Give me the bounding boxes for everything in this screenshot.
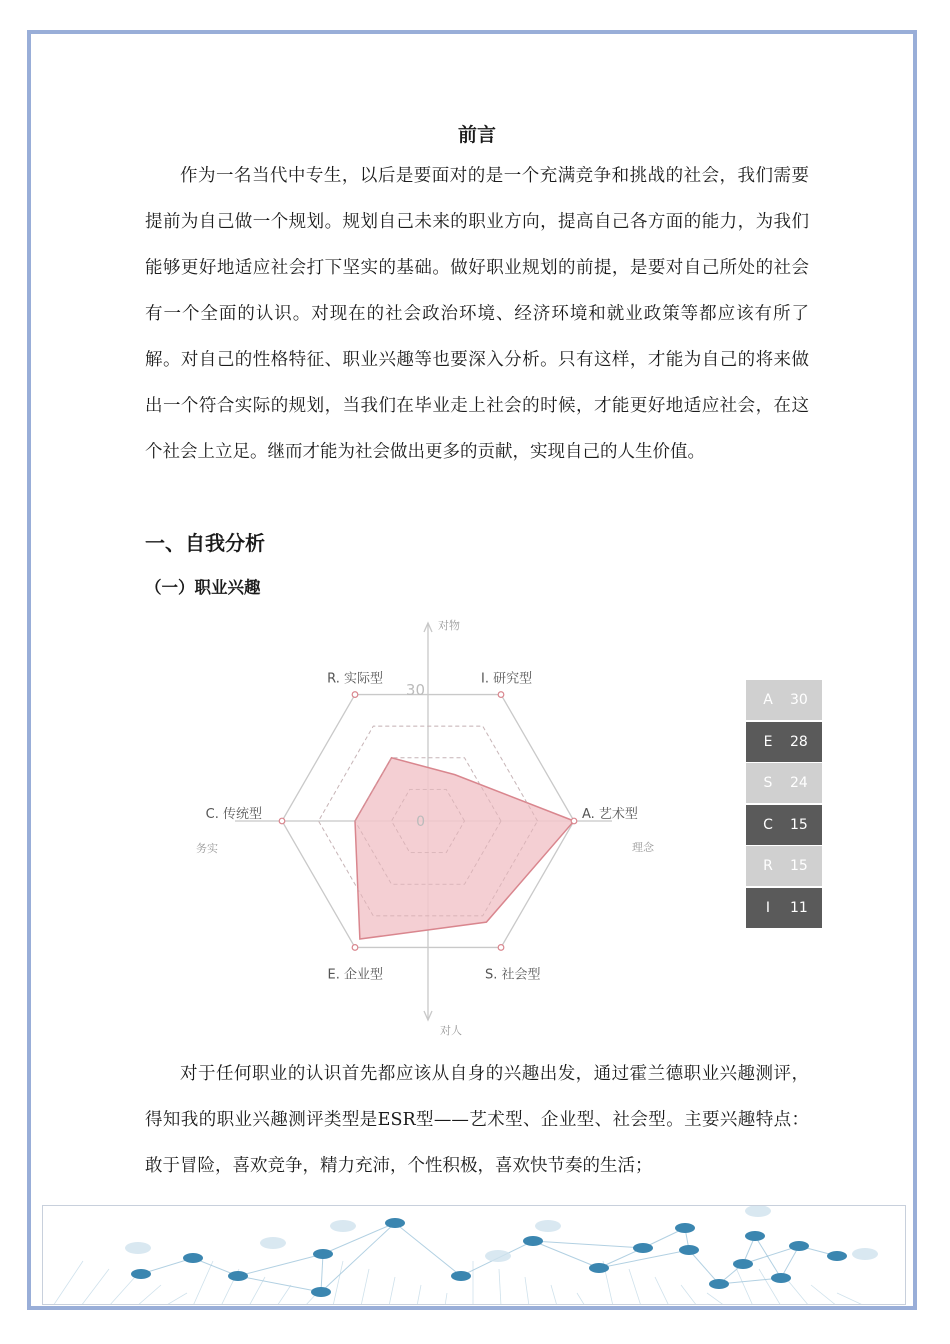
network-node	[633, 1243, 653, 1253]
network-link	[321, 1223, 395, 1292]
score-row-I	[746, 888, 822, 928]
direction-label-left: 务实	[196, 842, 218, 855]
network-link	[707, 1293, 725, 1305]
network-link	[193, 1261, 213, 1305]
network-link	[53, 1261, 83, 1305]
score-code: I	[765, 899, 771, 916]
vertex-marker-A	[571, 818, 577, 824]
network-link	[277, 1285, 291, 1305]
network-node	[733, 1259, 753, 1269]
page-title: 前言	[457, 124, 496, 146]
network-link	[629, 1269, 641, 1305]
network-node	[709, 1279, 729, 1289]
network-link	[395, 1223, 461, 1276]
intro-paragraph: 作为一名当代中专生，以后是要面对的是一个充满竞争和挑战的社会，我们需要提前为自己做一个规划。规划自己未来的职业方向，提高自己各方面的能力，为我们能够更好地适应社会打下坚实的基础。做好职业规划的前提，是要对自己所处的社会有一个全面的认识。对现在的社会政治环境、经济环境和就业政策等都应该有所了解。对自己的性格特征、职业兴趣等也要深入分析。只有这样，才能为自己的将来做出一个符合实际的规划，当我们在毕业走上社会的时候，才能更好地适应社会，在这个社会上立足。继而才能为社会做出更多的贡献，实现自己的人生价值。	[145, 166, 809, 462]
network-link	[165, 1293, 187, 1305]
score-table	[746, 680, 822, 929]
network-link	[837, 1293, 865, 1305]
interest-paragraph: 对于任何职业的认识首先都应该从自身的兴趣出发，通过霍兰德职业兴趣测评，得知我的职业兴趣测评类型是ESR型——艺术型、企业型、社会型。主要兴趣特点：敢于冒险，喜欢竞争，精力充沛，个性积极，喜欢快节奏的生活；	[145, 1064, 809, 1176]
network-node	[260, 1237, 286, 1249]
direction-label-right: 理念	[632, 841, 654, 854]
network-link	[533, 1241, 643, 1248]
network-node	[535, 1220, 561, 1232]
network-node	[385, 1218, 405, 1228]
score-code: C	[763, 816, 773, 833]
network-node	[485, 1250, 511, 1262]
vertex-marker-S	[498, 945, 504, 951]
score-code: S	[763, 775, 773, 791]
score-value: 28	[790, 733, 808, 750]
score-value: 30	[790, 692, 808, 708]
vertex-marker-E	[352, 945, 358, 951]
network-node	[745, 1231, 765, 1241]
network-link	[321, 1254, 323, 1292]
network-link	[811, 1285, 837, 1305]
axis-label-R: R. 实际型	[327, 671, 383, 687]
range-max-label: 30	[405, 681, 425, 699]
network-node	[228, 1271, 248, 1281]
vertex-marker-R	[352, 692, 358, 698]
network-link	[109, 1277, 135, 1305]
network-link	[445, 1293, 447, 1305]
direction-label-top: 对物	[438, 619, 460, 632]
network-node	[125, 1242, 151, 1254]
network-link	[389, 1277, 395, 1305]
network-node	[789, 1241, 809, 1251]
decorative-network-banner	[42, 1205, 906, 1305]
score-value: 24	[790, 775, 808, 791]
network-link	[689, 1250, 719, 1284]
range-min-label: 0	[416, 814, 425, 830]
network-graphic	[43, 1206, 906, 1305]
network-link	[655, 1277, 669, 1305]
subsection-heading-career-interest: （一）职业兴趣	[145, 578, 261, 597]
network-link	[551, 1285, 557, 1305]
network-node	[330, 1220, 356, 1232]
network-link	[755, 1236, 781, 1278]
axis-label-A: A. 艺术型	[582, 807, 638, 822]
network-link	[249, 1277, 265, 1305]
network-link	[499, 1269, 501, 1305]
axis-label-E: E. 企业型	[327, 967, 383, 983]
network-link	[333, 1261, 343, 1305]
score-row-R	[746, 846, 822, 886]
network-node	[313, 1249, 333, 1259]
network-node	[745, 1206, 771, 1217]
holland-radar-chart	[180, 605, 700, 1045]
axis-label-I: I. 研究型	[481, 671, 533, 687]
network-node	[852, 1248, 878, 1260]
network-link	[81, 1269, 109, 1305]
score-value: 11	[790, 899, 808, 916]
network-link	[137, 1285, 161, 1305]
vertex-marker-C	[279, 818, 285, 824]
network-node	[589, 1263, 609, 1273]
score-code: A	[763, 692, 773, 708]
score-row-S	[746, 763, 822, 803]
score-row-C	[746, 805, 822, 845]
network-link	[361, 1269, 369, 1305]
network-node	[131, 1269, 151, 1279]
score-row-A	[746, 680, 822, 720]
network-link	[577, 1293, 585, 1305]
network-node	[183, 1253, 203, 1263]
section-heading-self-analysis: 一、自我分析	[145, 531, 265, 555]
network-node	[679, 1245, 699, 1255]
network-node	[771, 1273, 791, 1283]
score-value: 15	[790, 858, 808, 874]
network-link	[525, 1277, 529, 1305]
direction-label-bottom: 对人	[440, 1024, 462, 1037]
data-area	[355, 758, 574, 939]
score-value: 15	[790, 816, 808, 833]
network-node	[311, 1287, 331, 1297]
network-link	[681, 1285, 697, 1305]
network-node	[827, 1251, 847, 1261]
network-link	[417, 1285, 421, 1305]
score-code: R	[763, 858, 773, 874]
axis-label-C: C. 传统型	[205, 807, 262, 822]
score-code: E	[763, 733, 773, 750]
score-row-E	[746, 722, 822, 762]
vertex-marker-I	[498, 692, 504, 698]
axis-label-S: S. 社会型	[485, 967, 541, 983]
network-node	[451, 1271, 471, 1281]
network-link	[238, 1276, 321, 1292]
network-node	[675, 1223, 695, 1233]
network-link	[238, 1254, 323, 1276]
network-node	[523, 1236, 543, 1246]
